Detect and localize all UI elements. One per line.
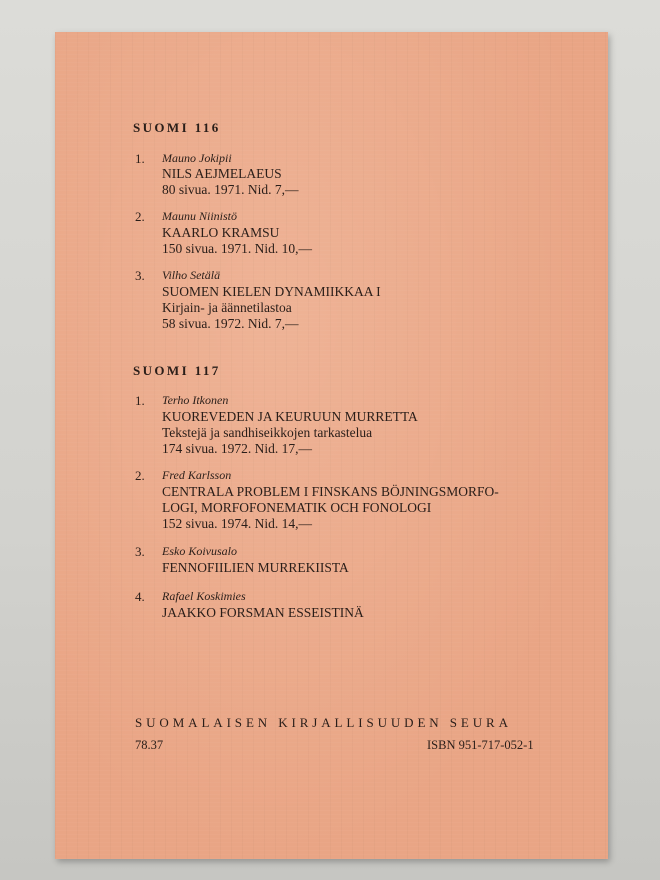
- entry-title-line-2: LOGI, MORFOFONEMATIK OCH FONOLOGI: [162, 500, 432, 515]
- entry-details: 174 sivua. 1972. Nid. 17,—: [162, 441, 312, 456]
- book-back-cover: [55, 32, 608, 859]
- entry-details: 152 sivua. 1974. Nid. 14,—: [162, 516, 312, 531]
- entry-author: Maunu Niinistö: [162, 209, 238, 223]
- entry-number: 3.: [135, 544, 145, 559]
- entry-title-line-1: CENTRALA PROBLEM I FINSKANS BÖJNINGSMORFO-: [162, 484, 499, 499]
- entry-details: 58 sivua. 1972. Nid. 7,—: [162, 316, 299, 331]
- entry-author: Rafael Koskimies: [162, 589, 246, 603]
- entry-title: FENNOFIILIEN MURREKIISTA: [162, 560, 349, 575]
- isbn: ISBN 951-717-052-1: [427, 738, 534, 752]
- entry-details: 80 sivua. 1971. Nid. 7,—: [162, 182, 299, 197]
- entry-author: Terho Itkonen: [162, 393, 229, 407]
- entry-author: Vilho Setälä: [162, 268, 221, 282]
- entry-number: 4.: [135, 589, 145, 604]
- entry-number: 1.: [135, 151, 145, 166]
- entry-number: 2.: [135, 468, 145, 483]
- entry-details: 150 sivua. 1971. Nid. 10,—: [162, 241, 312, 256]
- entry-author: Mauno Jokipii: [162, 151, 232, 165]
- entry-number: 3.: [135, 268, 145, 283]
- entry-title: KAARLO KRAMSU: [162, 225, 280, 240]
- entry-author: Fred Karlsson: [162, 468, 232, 482]
- publisher-name: SUOMALAISEN KIRJALLISUUDEN SEURA: [135, 715, 512, 730]
- series-heading-suomi-117: SUOMI 117: [133, 363, 221, 378]
- entry-subtitle: Tekstejä ja sandhiseikkojen tarkastelua: [162, 425, 373, 440]
- catalog-code: 78.37: [135, 738, 164, 752]
- series-heading-suomi-116: SUOMI 116: [133, 120, 221, 135]
- entry-number: 2.: [135, 209, 145, 224]
- entry-title: NILS AEJMELAEUS: [162, 166, 282, 181]
- entry-author: Esko Koivusalo: [162, 544, 237, 558]
- entry-title: SUOMEN KIELEN DYNAMIIKKAA I: [162, 284, 381, 299]
- entry-title: JAAKKO FORSMAN ESSEISTINÄ: [162, 605, 364, 620]
- entry-subtitle: Kirjain- ja äännetilastoa: [162, 300, 292, 315]
- entry-number: 1.: [135, 393, 145, 408]
- entry-title: KUOREVEDEN JA KEURUUN MURRETTA: [162, 409, 418, 424]
